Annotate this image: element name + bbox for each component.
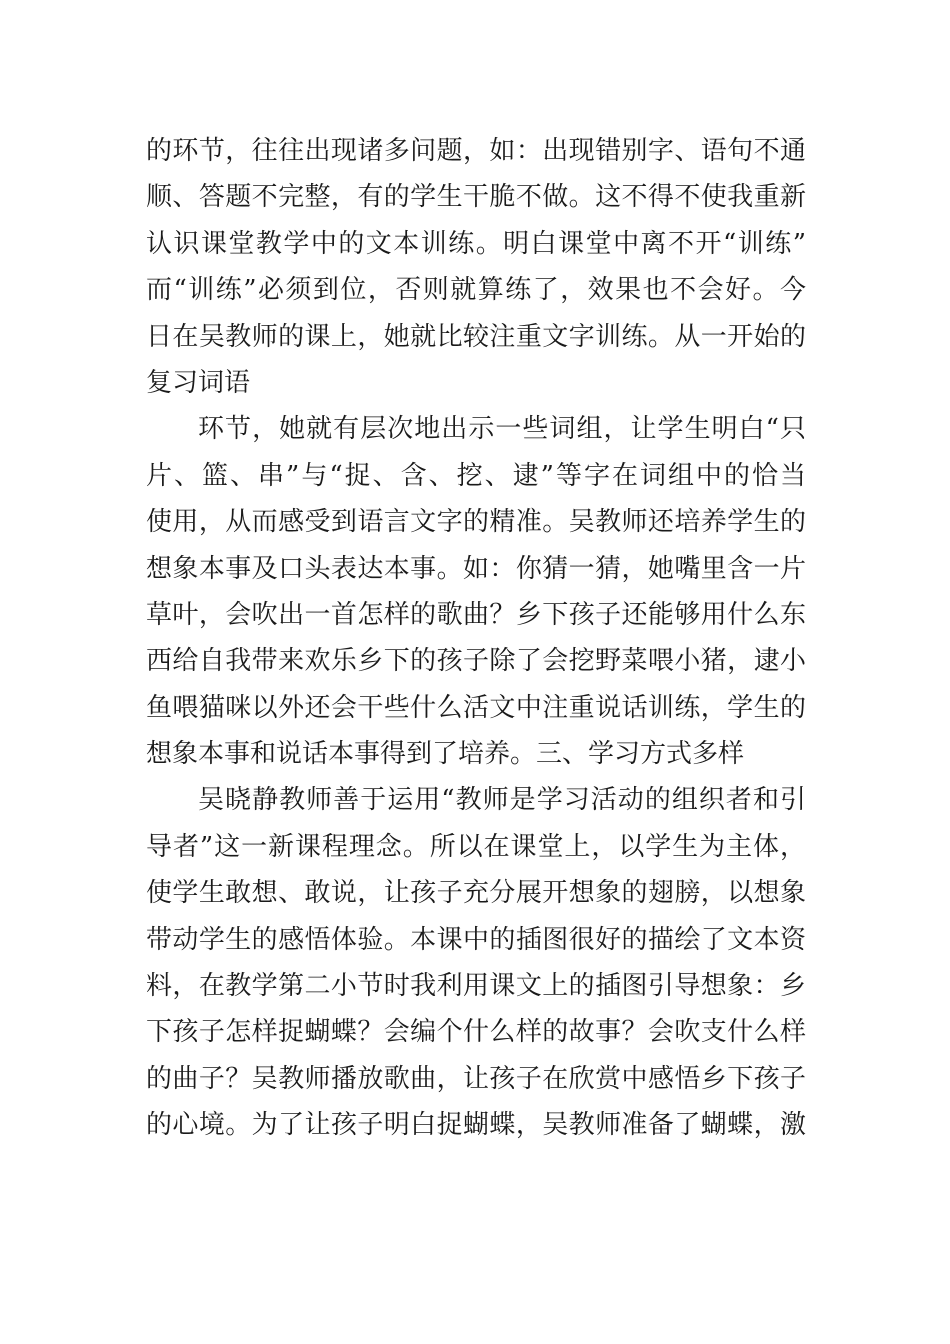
text-line: 带动学生的感悟体验。本课中的插图很好的描绘了文本资 xyxy=(146,924,806,955)
paragraph-first-line: 环节，她就有层次地出示一些词组，让学生明白“只 xyxy=(198,414,806,445)
text-line: 导者”这一新课程理念。所以在课堂上，以学生为主体， xyxy=(146,831,806,862)
text-line: 想象本事及口头表达本事。如：你猜一猜，她嘴里含一片 xyxy=(146,553,806,584)
text-line: 的环节，往往出现诸多问题，如：出现错别字、语句不通 xyxy=(146,136,806,166)
text-line: 顺、答题不完整，有的学生干脆不做。这不得不使我重新 xyxy=(146,182,806,213)
text-line: 使用，从而感受到语言文字的精准。吴教师还培养学生的 xyxy=(146,507,806,538)
text-line: 鱼喂猫咪以外还会干些什么活文中注重说话训练，学生的 xyxy=(146,692,806,723)
text-line: 日在吴教师的课上，她就比较注重文字训练。从一开始的 xyxy=(146,321,806,352)
text-line: 认识课堂教学中的文本训练。明白课堂中离不开“训练” xyxy=(146,228,806,259)
text-line: 使学生敢想、敢说，让孩子充分展开想象的翅膀，以想象 xyxy=(146,878,806,909)
paragraph-first-line: 吴晓静教师善于运用“教师是学习活动的组织者和引 xyxy=(198,785,806,816)
text-line: 复习词语 xyxy=(146,367,251,398)
text-line: 草叶，会吹出一首怎样的歌曲？乡下孩子还能够用什么东 xyxy=(146,599,806,630)
text-line: 而“训练”必须到位，否则就算练了，效果也不会好。今 xyxy=(146,275,806,306)
text-line: 西给自我带来欢乐乡下的孩子除了会挖野菜喂小猪，逮小 xyxy=(146,646,806,677)
text-line: 料，在教学第二小节时我利用课文上的插图引导想象：乡 xyxy=(146,971,806,1002)
text-line: 下孩子怎样捉蝴蝶？会编个什么样的故事？会吹支什么样 xyxy=(146,1017,806,1048)
text-line: 片、篮、串”与“捉、含、挖、逮”等字在词组中的恰当 xyxy=(146,460,806,491)
body-text xyxy=(146,128,806,1149)
text-line: 的曲子？吴教师播放歌曲，让孩子在欣赏中感悟乡下孩子 xyxy=(146,1063,806,1094)
text-line: 想象本事和说话本事得到了培养。三、学习方式多样 xyxy=(146,739,745,770)
text-line: 的心境。为了让孩子明白捉蝴蝶，吴教师准备了蝴蝶，激 xyxy=(146,1110,806,1141)
